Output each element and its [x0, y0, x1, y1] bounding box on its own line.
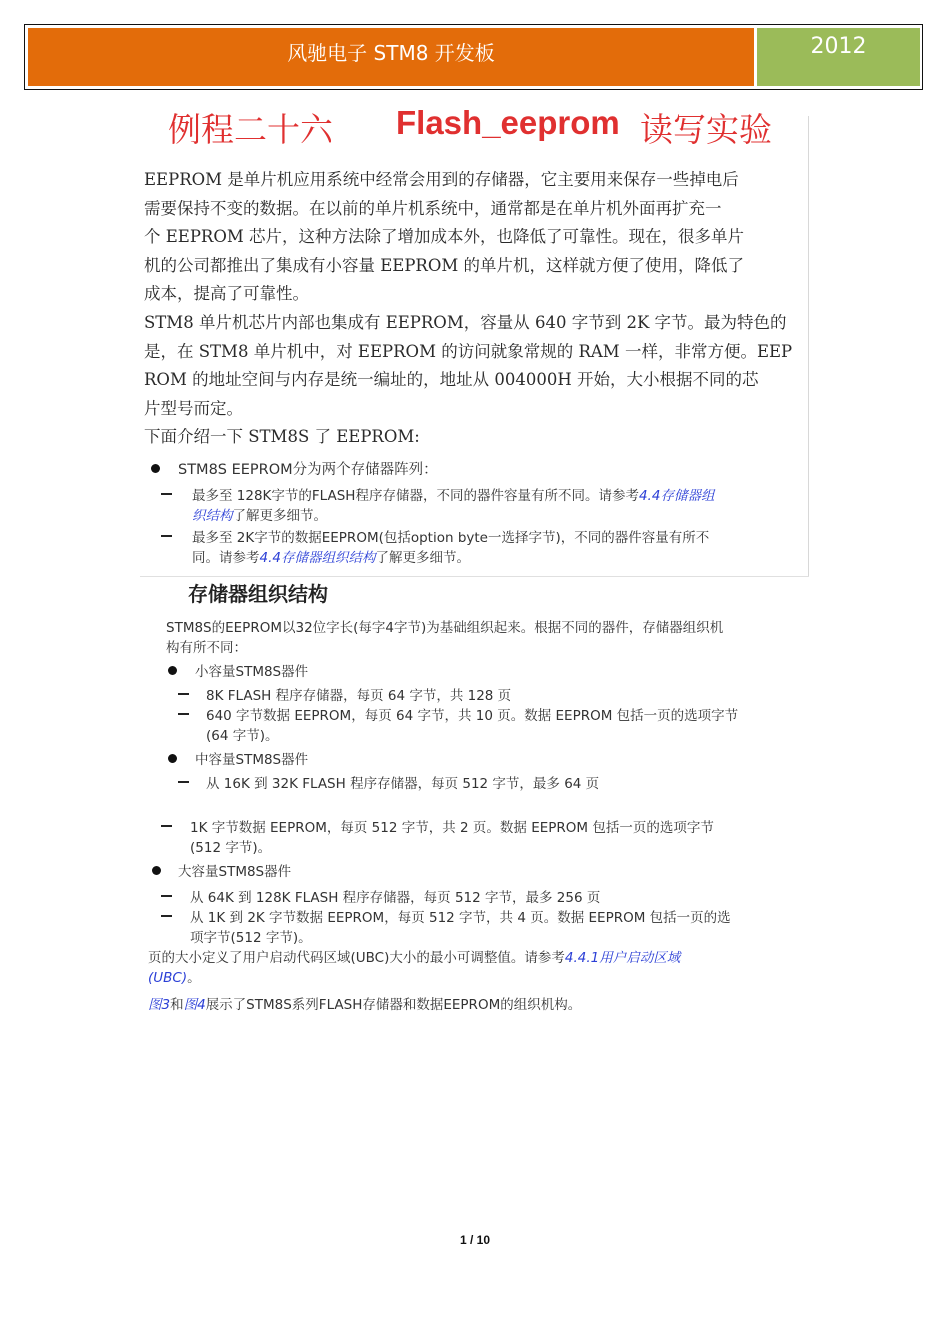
large-device-item: 从 1K 到 2K 字节数据 EEPROM，每页 512 字节，共 4 页。数据 EEPROM 包括一页的选 [190, 910, 731, 926]
para1-line: EEPROM 是单片机应用系统中经常会用到的存储器，它主要用来保存一些掉电后 [144, 170, 739, 189]
scan1-item1: 最多至 128K字节的FLASH程序存储器，不同的器件容量有所不同。请参考4.4存储器组 [192, 488, 715, 504]
dash-icon [178, 693, 189, 695]
title-english: Flash_eeprom [396, 104, 620, 141]
dash-icon [161, 825, 172, 827]
small-device-title: 小容量STM8S器件 [195, 664, 309, 680]
dash-icon [161, 535, 172, 537]
para1-line: 需要保持不变的数据。在以前的单片机系统中，通常都是在单片机外面再扩充一 [144, 198, 722, 218]
para1-line: 机的公司都推出了集成有小容量 EEPROM 的单片机，这样就方便了使用，降低了 [144, 255, 745, 275]
bullet-icon [151, 464, 160, 473]
mid-device-item: 1K 字节数据 EEPROM，每页 512 字节，共 2 页。数据 EEPROM 包括一页的选项字节 [190, 820, 714, 836]
figure-ref-line: 图3和图4展示了STM8S系列FLASH存储器和数据EEPROM的组织机构。 [148, 997, 582, 1013]
scan1-item2: 最多至 2K字节的数据EEPROM(包括option byte一选择字节)，不同的器件容量有所不 [192, 530, 710, 546]
scan1-bullet: STM8S EEPROM分为两个存储器阵列： [178, 462, 438, 478]
ref-link[interactable]: 4.4存储器组 [638, 488, 715, 504]
intro-line: 构有所不同： [166, 640, 247, 656]
ref-link[interactable]: (UBC) [148, 970, 188, 986]
ubc-line-cont: (UBC)。 [148, 970, 201, 986]
ref-link[interactable]: 4.4存储器组织结构 [259, 550, 376, 566]
small-device-item: 8K FLASH 程序存储器，每页 64 字节，共 128 页 [206, 688, 512, 704]
mid-device-item-cont: (512 字节)。 [190, 840, 272, 856]
scan1-item1-cont: 织结构了解更多细节。 [192, 508, 327, 524]
para2-line: STM8 单片机芯片内部也集成有 EEPROM，容量从 640 字节到 2K 字节。最为特色的 [144, 312, 787, 332]
small-device-item-cont: (64 字节)。 [206, 728, 279, 744]
bullet-icon [152, 866, 161, 875]
dash-icon [178, 781, 189, 783]
bullet-icon [168, 666, 177, 675]
dash-icon [161, 915, 172, 917]
large-device-item-cont: 项字节(512 字节)。 [190, 930, 312, 946]
ref-link[interactable]: 织结构 [192, 508, 233, 524]
dash-icon [161, 895, 172, 897]
para2-line: ROM 的地址空间与内存是统一编址的，地址从 004000H 开始，大小根据不同的芯 [144, 370, 759, 390]
ubc-line: 页的大小定义了用户启动代码区域(UBC)大小的最小可调整值。请参考4.4.1用户启动区域 [148, 950, 681, 966]
large-device-title: 大容量STM8S器件 [178, 864, 292, 880]
ref-link[interactable]: 4.4.1用户启动区域 [564, 950, 681, 966]
title-chinese: 例程二十六 [168, 110, 333, 149]
section-heading: 存储器组织结构 [188, 582, 328, 606]
body-text [144, 166, 810, 452]
para3: 下面介绍一下 STM8S 了 EEPROM: [144, 427, 420, 447]
title-chinese-suffix: 读写实验 [640, 110, 772, 149]
page-number: 1 / 10 [459, 1233, 491, 1247]
intro-line: STM8S的EEPROM以32位字长(每字4字节)为基础组织起来。根据不同的器件，存储器组织机 [166, 620, 724, 636]
figure-link[interactable]: 图4 [183, 997, 206, 1013]
para2-line: 片型号而定。 [144, 398, 243, 418]
scan1-item2-cont: 同。请参考4.4存储器组织结构了解更多细节。 [192, 550, 470, 566]
bullet-icon [168, 754, 177, 763]
large-device-item: 从 64K 到 128K FLASH 程序存储器，每页 512 字节，最多 256 页 [190, 890, 601, 906]
para1-line: 成本，提高了可靠性。 [144, 284, 309, 304]
header-year: 2012 [810, 34, 867, 59]
header-title: 风驰电子 STM8 开发板 [287, 41, 495, 65]
dash-icon [161, 493, 172, 495]
page-title [140, 100, 808, 152]
para2-line: 是，在 STM8 单片机中，对 EEPROM 的访问就象常规的 RAM 一样，非常方便。EEP [144, 341, 793, 361]
mid-device-item: 从 16K 到 32K FLASH 程序存储器，每页 512 字节，最多 64 页 [206, 776, 600, 792]
figure-link[interactable]: 图3 [148, 997, 171, 1013]
scan-divider [140, 576, 809, 577]
dash-icon [178, 713, 189, 715]
small-device-item: 640 字节数据 EEPROM，每页 64 字节，共 10 页。数据 EEPROM 包括一页的选项字节 [206, 708, 739, 724]
para1-line: 个 EEPROM 芯片，这种方法除了增加成本外，也降低了可靠性。现在，很多单片 [144, 227, 745, 247]
mid-device-title: 中容量STM8S器件 [195, 752, 309, 768]
